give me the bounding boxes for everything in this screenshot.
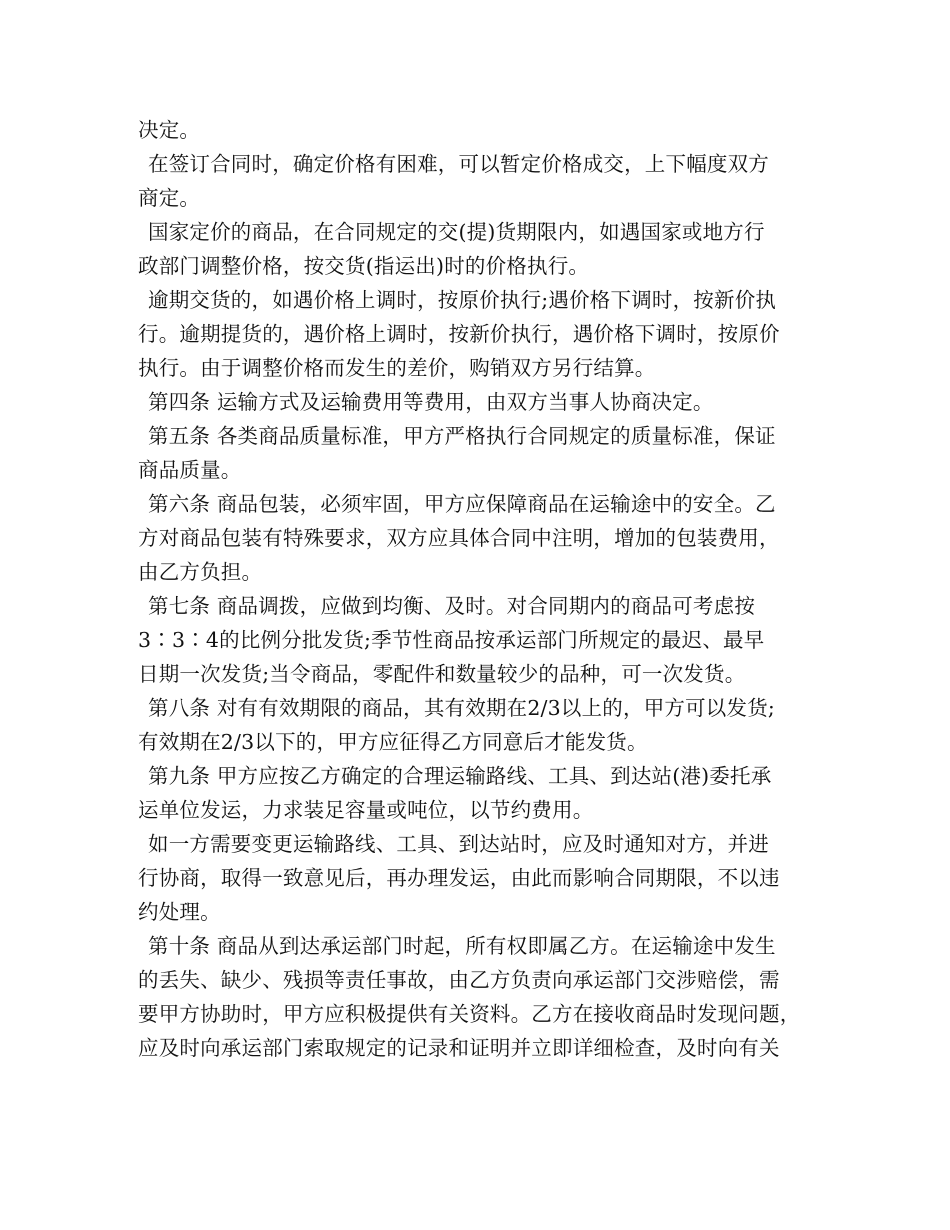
text-line: 国家定价的商品，在合同规定的交(提)货期限内，如遇国家或地方行 bbox=[148, 220, 765, 244]
paragraph bbox=[138, 487, 818, 589]
paragraph bbox=[138, 929, 818, 1065]
text-line: 行。逾期提货的，遇价格上调时，按新价执行，遇价格下调时，按原价 bbox=[138, 322, 780, 346]
text-line: 约处理。 bbox=[138, 900, 221, 924]
text-line: 应及时向承运部门索取规定的记录和证明并立即详细检查，及时向有关 bbox=[138, 1036, 780, 1060]
text-line: 的丢失、缺少、残损等责任事故，由乙方负责向承运部门交涉赔偿，需 bbox=[138, 968, 780, 992]
text-line: 商定。 bbox=[138, 186, 201, 210]
paragraph bbox=[138, 147, 818, 215]
text-line: 如一方需要变更运输路线、工具、到达站时，应及时通知对方，并进 bbox=[148, 832, 769, 856]
paragraph bbox=[138, 827, 818, 929]
text-line: 商品质量。 bbox=[138, 458, 242, 482]
text-line: 第九条 甲方应按乙方确定的合理运输路线、工具、到达站(港)委托承 bbox=[148, 764, 772, 788]
text-line: 决定。 bbox=[138, 118, 201, 142]
text-line: 在签订合同时，确定价格有困难，可以暂定价格成交，上下幅度双方 bbox=[148, 152, 769, 176]
text-line: 逾期交货的，如遇价格上调时，按原价执行;遇价格下调时，按新价执 bbox=[148, 288, 777, 312]
text-line: 3∶3∶4的比例分批发货;季节性商品按承运部门所规定的最迟、最早 bbox=[138, 628, 765, 652]
text-line: 第八条 对有有效期限的商品，其有效期在2/3以上的，甲方可以发货; bbox=[148, 696, 776, 720]
paragraph bbox=[138, 759, 818, 827]
text-line: 第六条 商品包装，必须牢固，甲方应保障商品在运输途中的安全。乙 bbox=[148, 492, 776, 516]
paragraph bbox=[138, 283, 818, 385]
text-line: 第四条 运输方式及运输费用等费用，由双方当事人协商决定。 bbox=[148, 390, 714, 414]
paragraph bbox=[138, 385, 818, 419]
text-line: 政部门调整价格，按交货(指运出)时的价格执行。 bbox=[138, 254, 590, 278]
text-line: 运单位发运，力求装足容量或吨位，以节约费用。 bbox=[138, 798, 594, 822]
text-line: 要甲方协助时，甲方应积极提供有关资料。乙方在接收商品时发现问题， bbox=[138, 1002, 801, 1026]
text-line: 执行。由于调整价格而发生的差价，购销双方另行结算。 bbox=[138, 356, 656, 380]
text-line: 方对商品包装有特殊要求，双方应具体合同中注明，增加的包装费用， bbox=[138, 526, 780, 550]
paragraph bbox=[138, 215, 818, 283]
text-line: 日期一次发货;当令商品，零配件和数量较少的品种，可一次发货。 bbox=[138, 662, 746, 686]
paragraph bbox=[138, 113, 818, 147]
text-line: 第七条 商品调拨，应做到均衡、及时。对合同期内的商品可考虑按 bbox=[148, 594, 756, 618]
text-line: 行协商，取得一致意见后，再办理发运，由此而影响合同期限，不以违 bbox=[138, 866, 780, 890]
text-line: 第十条 商品从到达承运部门时起，所有权即属乙方。在运输途中发生 bbox=[148, 934, 776, 958]
text-line: 有效期在2/3以下的，甲方应征得乙方同意后才能发货。 bbox=[138, 730, 648, 754]
paragraph bbox=[138, 589, 818, 691]
document-body bbox=[138, 113, 818, 1065]
paragraph bbox=[138, 691, 818, 759]
paragraph bbox=[138, 419, 818, 487]
text-line: 由乙方负担。 bbox=[138, 560, 263, 584]
text-line: 第五条 各类商品质量标准，甲方严格执行合同规定的质量标准，保证 bbox=[148, 424, 776, 448]
